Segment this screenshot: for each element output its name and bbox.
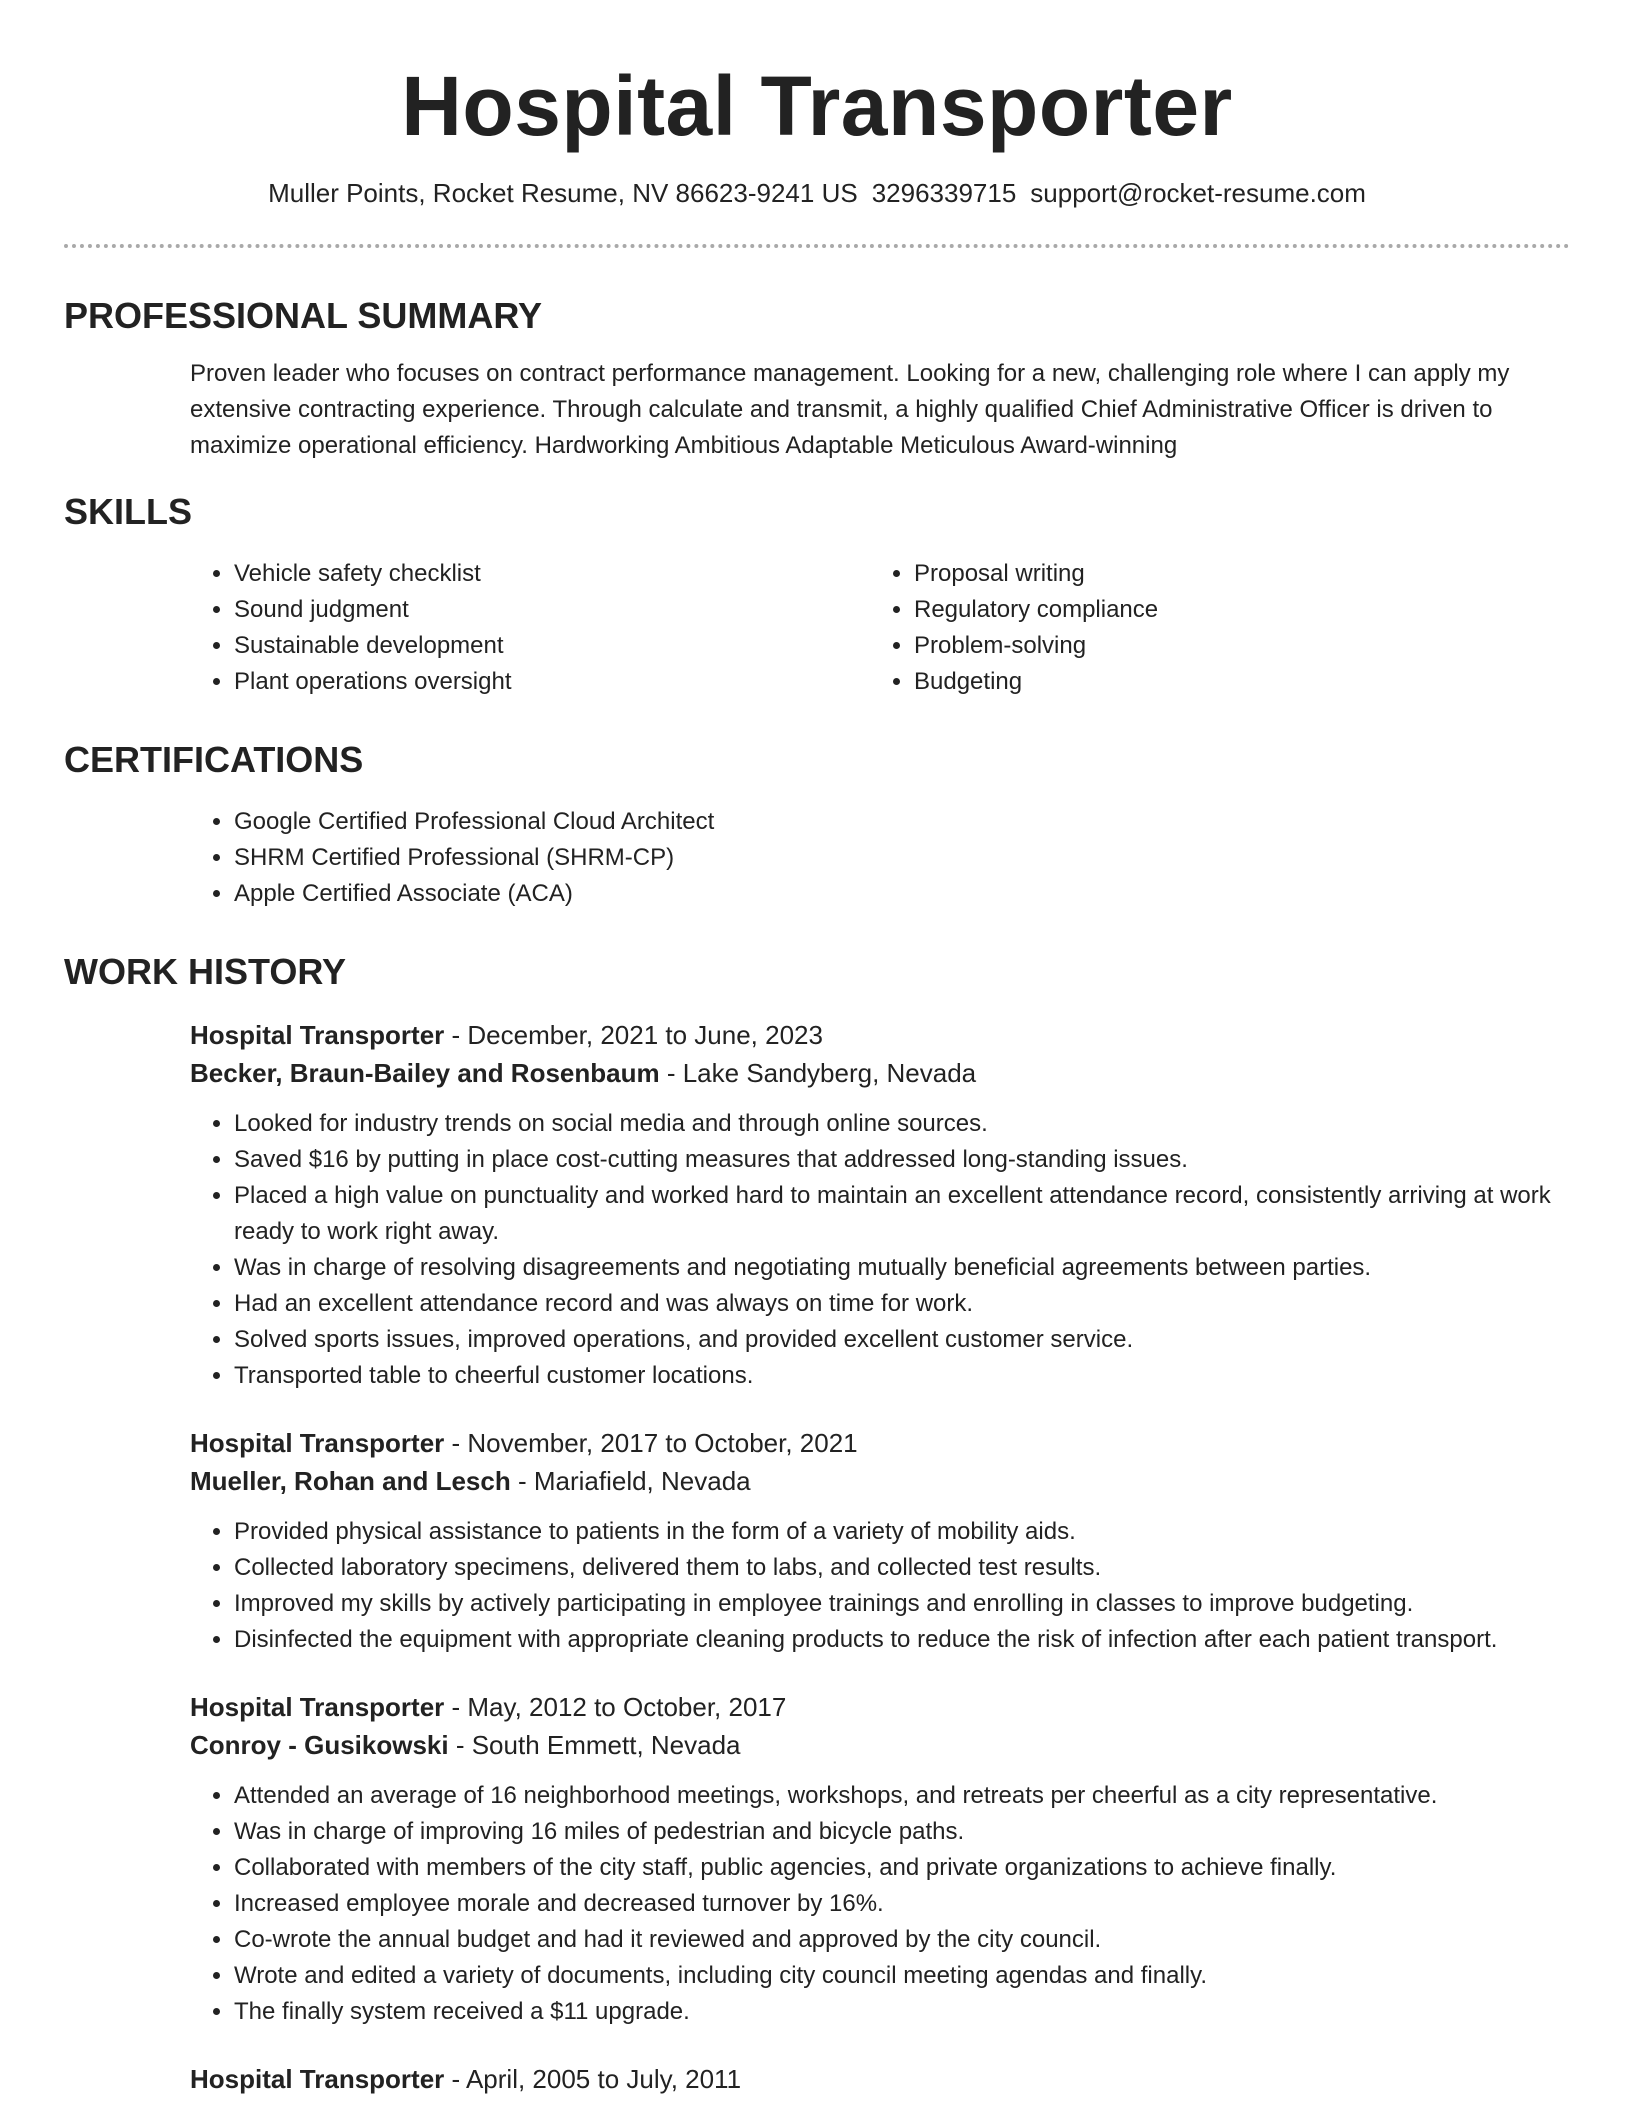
- job-role: Hospital Transporter: [190, 1428, 445, 1458]
- job-bullet: • Increased employee morale and decreased turnover by 16%.: [234, 1886, 1570, 1922]
- skills-column-left: [190, 556, 870, 700]
- section-title-skills: SKILLS: [64, 491, 193, 532]
- job-bullet: • Was in charge of resolving disagreements and negotiating mutually beneficial agreements between parties.: [234, 1250, 1570, 1286]
- skill-item: • Proposal writing: [914, 556, 1550, 592]
- job-company: Mueller, Rohan and Lesch: [190, 1466, 511, 1496]
- skills-list-right: [870, 556, 1550, 700]
- job-role-line: [190, 1688, 1570, 1726]
- skill-item: • Problem-solving: [914, 628, 1550, 664]
- job-location: - Lake Sandyberg, Nevada: [659, 1058, 977, 1088]
- job-entry-3: [190, 1688, 1570, 2030]
- job-role-line: [190, 2060, 1570, 2098]
- header-divider: [64, 244, 1570, 248]
- job-bullet: • Placed a high value on punctuality and worked hard to maintain an excellent attendance record, consistently arriving at work ready to work right away.: [234, 1178, 1570, 1250]
- summary-text: Proven leader who focuses on contract performance management. Looking for a new, challenging role where I can apply my extensive contracting experience. Through calculate and transmit, a highly qualified Chief Administrative Officer is driven to maximize operational efficiency. Hardworking Ambitious Adaptable Meticulous Award-winning: [190, 360, 1510, 459]
- contact-phone: 3296339715: [871, 178, 1017, 208]
- job-role-line: [190, 1016, 1570, 1054]
- job-entry-4: [190, 2060, 1570, 2098]
- candidate-name: Hospital Transporter: [401, 59, 1233, 153]
- job-company-line: [190, 1054, 1570, 1092]
- skill-item: • Plant operations oversight: [234, 664, 870, 700]
- job-entry-1: [190, 1016, 1570, 1394]
- skills-list-left: [190, 556, 870, 700]
- skill-item: • Vehicle safety checklist: [234, 556, 870, 592]
- job-role: Hospital Transporter: [190, 1692, 445, 1722]
- job-bullet: • Wrote and edited a variety of documents, including city council meeting agendas and finally.: [234, 1958, 1570, 1994]
- job-bullet: • Attended an average of 16 neighborhood meetings, workshops, and retreats per cheerful as a city representative.: [234, 1778, 1570, 1814]
- job-bullets: [190, 1106, 1570, 1394]
- job-role: Hospital Transporter: [190, 2064, 445, 2094]
- job-bullet: • Looked for industry trends on social media and through online sources.: [234, 1106, 1570, 1142]
- certification-item: • SHRM Certified Professional (SHRM-CP): [234, 840, 1570, 876]
- certification-item: • Apple Certified Associate (ACA): [234, 876, 1570, 912]
- job-bullets: [190, 1778, 1570, 2030]
- certifications-block: [190, 804, 1570, 912]
- job-role: Hospital Transporter: [190, 1020, 445, 1050]
- job-dates: - November, 2017 to October, 2021: [444, 1428, 858, 1458]
- job-bullet: • Was in charge of improving 16 miles of pedestrian and bicycle paths.: [234, 1814, 1570, 1850]
- job-bullet: • Transported table to cheerful customer locations.: [234, 1358, 1570, 1394]
- job-company-line: [190, 1462, 1570, 1500]
- contact-address: Muller Points, Rocket Resume, NV 86623-9241 US: [268, 178, 858, 208]
- job-entry-2: [190, 1424, 1570, 1658]
- job-bullet: • Solved sports issues, improved operations, and provided excellent customer service.: [234, 1322, 1570, 1358]
- job-bullet: • Collaborated with members of the city staff, public agencies, and private organizations to achieve finally.: [234, 1850, 1570, 1886]
- job-bullet: • Had an excellent attendance record and was always on time for work.: [234, 1286, 1570, 1322]
- job-company: Conroy - Gusikowski: [190, 1730, 449, 1760]
- job-dates: - December, 2021 to June, 2023: [444, 1020, 823, 1050]
- job-location: - South Emmett, Nevada: [448, 1730, 741, 1760]
- skill-item: • Regulatory compliance: [914, 592, 1550, 628]
- job-company: Becker, Braun-Bailey and Rosenbaum: [190, 1058, 660, 1088]
- contact-line: [64, 176, 1570, 210]
- job-bullet: • Collected laboratory specimens, delivered them to labs, and collected test results.: [234, 1550, 1570, 1586]
- skills-grid: [190, 556, 1570, 700]
- job-bullet: • Improved my skills by actively participating in employee trainings and enrolling in classes to improve budgeting.: [234, 1586, 1570, 1622]
- section-title-summary: PROFESSIONAL SUMMARY: [64, 295, 543, 336]
- skill-item: • Sustainable development: [234, 628, 870, 664]
- section-title-work-history: WORK HISTORY: [64, 951, 347, 992]
- job-location: - Mariafield, Nevada: [510, 1466, 751, 1496]
- job-dates: - May, 2012 to October, 2017: [444, 1692, 787, 1722]
- job-dates: - April, 2005 to July, 2011: [444, 2064, 742, 2094]
- job-bullet: • Provided physical assistance to patients in the form of a variety of mobility aids.: [234, 1514, 1570, 1550]
- job-bullet: • Saved $16 by putting in place cost-cutting measures that addressed long-standing issues.: [234, 1142, 1570, 1178]
- job-bullet: • The finally system received a $11 upgrade.: [234, 1994, 1570, 2030]
- resume-page: [64, 0, 1570, 2098]
- skill-item: • Budgeting: [914, 664, 1550, 700]
- job-bullet: • Co-wrote the annual budget and had it reviewed and approved by the city council.: [234, 1922, 1570, 1958]
- job-company-line: [190, 1726, 1570, 1764]
- certifications-list: [190, 804, 1570, 912]
- skills-column-right: [870, 556, 1550, 700]
- section-title-certifications: CERTIFICATIONS: [64, 739, 364, 780]
- job-bullet: • Disinfected the equipment with appropriate cleaning products to reduce the risk of infection after each patient transport.: [234, 1622, 1570, 1658]
- job-bullets: [190, 1514, 1570, 1658]
- contact-email: support@rocket-resume.com: [1030, 178, 1366, 208]
- skill-item: • Sound judgment: [234, 592, 870, 628]
- certification-item: • Google Certified Professional Cloud Architect: [234, 804, 1570, 840]
- job-role-line: [190, 1424, 1570, 1462]
